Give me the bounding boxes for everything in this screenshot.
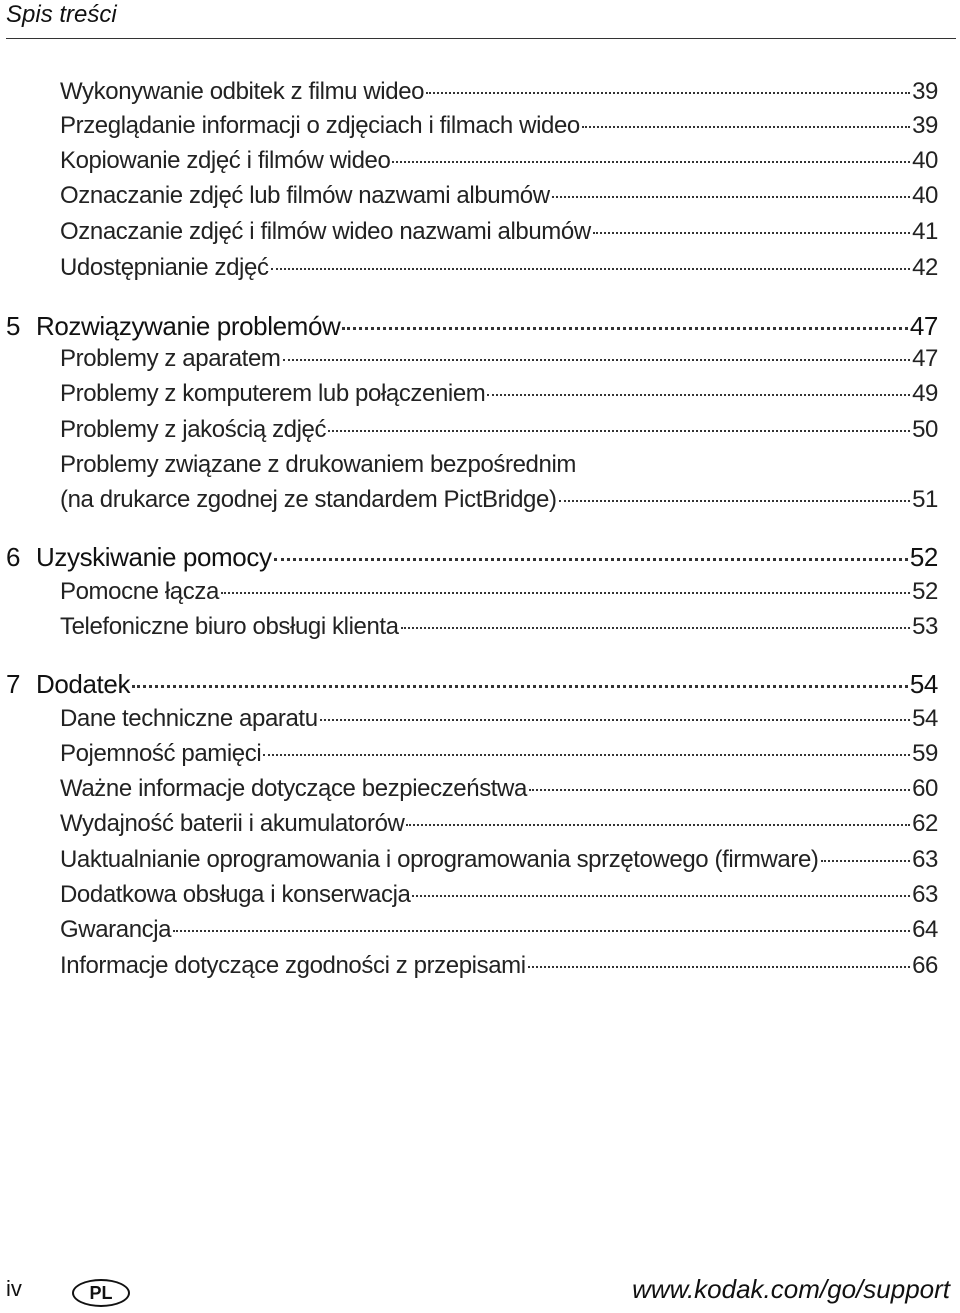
chapter-number: 7 [6, 669, 21, 699]
page-number: iv [6, 1276, 22, 1301]
toc-page-number: 47 [912, 345, 938, 372]
dot-leader [320, 719, 910, 721]
toc-page-number: 40 [912, 147, 938, 174]
toc-entry[interactable] [60, 216, 938, 248]
dot-leader [283, 359, 911, 361]
dot-leader [328, 430, 910, 432]
toc-entry[interactable] [60, 576, 938, 608]
dot-leader [274, 558, 908, 561]
toc-entry-title: Przeglądanie informacji o zdjęciach i filmach wideo [60, 112, 580, 139]
dot-leader [559, 500, 911, 502]
toc-entry[interactable] [60, 914, 938, 946]
toc-page-number: 50 [912, 416, 938, 443]
support-url: www.kodak.com/go/support [632, 1274, 950, 1304]
toc-entry-title: Udostępnianie zdjęć [60, 254, 269, 281]
toc-entry[interactable] [60, 773, 938, 805]
dot-leader [401, 627, 910, 629]
dot-leader [593, 232, 910, 234]
toc-page-number: 39 [912, 78, 938, 105]
toc-entry-title: Informacje dotyczące zgodności z przepisami [60, 952, 526, 979]
toc-page-number: 51 [912, 486, 938, 513]
toc-entry-title: Oznaczanie zdjęć lub filmów nazwami albumów [60, 182, 550, 209]
toc-entry-title: Uaktualnianie oprogramowania i oprogramowania sprzętowego (firmware) [60, 846, 819, 873]
toc-entry[interactable] [60, 343, 938, 375]
toc-entry[interactable] [60, 950, 938, 982]
toc-entry-title: Dodatek [36, 669, 131, 699]
toc-page-number: 54 [912, 705, 938, 732]
toc-entry-title: Wydajność baterii i akumulatorów [60, 810, 405, 837]
toc-entry[interactable] [60, 252, 938, 284]
toc-entry-title: Dane techniczne aparatu [60, 705, 318, 732]
toc-page-number: 60 [912, 775, 938, 802]
toc-entry-title: Kopiowanie zdjęć i filmów wideo [60, 147, 391, 174]
toc-entry-title: Wykonywanie odbitek z filmu wideo [60, 78, 425, 105]
toc-entry[interactable] [60, 76, 938, 108]
toc-entry-first-line: Problemy związane z drukowaniem bezpośrednim [60, 451, 576, 478]
toc-page-number: 63 [912, 881, 938, 908]
chapter-number: 6 [6, 542, 21, 572]
dot-leader [582, 126, 910, 128]
toc-page-number: 64 [912, 916, 938, 943]
toc-entry-title: Oznaczanie zdjęć i filmów wideo nazwami albumów [60, 218, 591, 245]
dot-leader [392, 161, 910, 163]
toc-entry[interactable] [60, 738, 938, 770]
toc-entry[interactable] [60, 879, 938, 911]
toc-page-number: 54 [909, 669, 938, 699]
dot-leader [132, 685, 908, 688]
language-badge: PL [72, 1279, 130, 1307]
toc-entry[interactable] [60, 611, 938, 643]
toc-entry[interactable] [60, 378, 938, 410]
dot-leader [426, 92, 910, 94]
toc-page-number: 40 [912, 182, 938, 209]
dot-leader [271, 268, 911, 270]
dot-leader [552, 196, 910, 198]
toc-chapter[interactable] [6, 668, 938, 700]
dot-leader [529, 789, 910, 791]
dot-leader [528, 966, 910, 968]
toc-page-number: 47 [909, 311, 938, 341]
toc-entry-title: Ważne informacje dotyczące bezpieczeństwa [60, 775, 527, 802]
toc-page-number: 53 [912, 613, 938, 640]
toc-entry-title: Pojemność pamięci [60, 740, 262, 767]
toc-entry-title: Problemy z jakością zdjęć [60, 416, 327, 443]
toc-page-number: 39 [912, 112, 938, 139]
toc-page-number: 42 [912, 254, 938, 281]
toc-page-number: 41 [912, 218, 938, 245]
toc-entry[interactable] [60, 484, 938, 516]
toc-entry[interactable] [60, 844, 938, 876]
toc-entry[interactable] [60, 703, 938, 735]
toc-page-number: 49 [912, 380, 938, 407]
toc-entry-title: Uzyskiwanie pomocy [36, 542, 272, 572]
toc-page-number: 66 [912, 952, 938, 979]
toc-entry[interactable] [60, 110, 938, 142]
dot-leader [412, 895, 910, 897]
dot-leader [263, 754, 910, 756]
toc-entry[interactable] [60, 808, 938, 840]
dot-leader [342, 327, 908, 330]
dot-leader [173, 930, 910, 932]
toc-entry-title: Problemy z komputerem lub połączeniem [60, 380, 486, 407]
toc-entry-title: Telefoniczne biuro obsługi klienta [60, 613, 399, 640]
toc-entry[interactable] [60, 145, 938, 177]
page-title: Spis treści [6, 1, 117, 28]
dot-leader [487, 394, 910, 396]
toc-entry[interactable] [60, 180, 938, 212]
dot-leader [406, 824, 910, 826]
toc-entry-title: (na drukarce zgodnej ze standardem PictBridge) [60, 486, 557, 513]
toc-page-number: 62 [912, 810, 938, 837]
header-divider [6, 38, 956, 39]
toc-entry-title: Pomocne łącza [60, 578, 219, 605]
toc-entry-title: Gwarancja [60, 916, 172, 943]
dot-leader [221, 592, 910, 594]
toc-page-number: 59 [912, 740, 938, 767]
chapter-number: 5 [6, 311, 21, 341]
toc-entry-title: Rozwiązywanie problemów [36, 311, 341, 341]
toc-entry-title: Dodatkowa obsługa i konserwacja [60, 881, 411, 908]
toc-entry-title: Problemy z aparatem [60, 345, 281, 372]
toc-page-number: 52 [909, 542, 938, 572]
dot-leader [821, 860, 911, 862]
toc-chapter[interactable] [6, 541, 938, 573]
toc-chapter[interactable] [6, 310, 938, 342]
toc-page-number: 52 [912, 578, 938, 605]
toc-entry[interactable] [60, 414, 938, 446]
toc-page-number: 63 [912, 846, 938, 873]
